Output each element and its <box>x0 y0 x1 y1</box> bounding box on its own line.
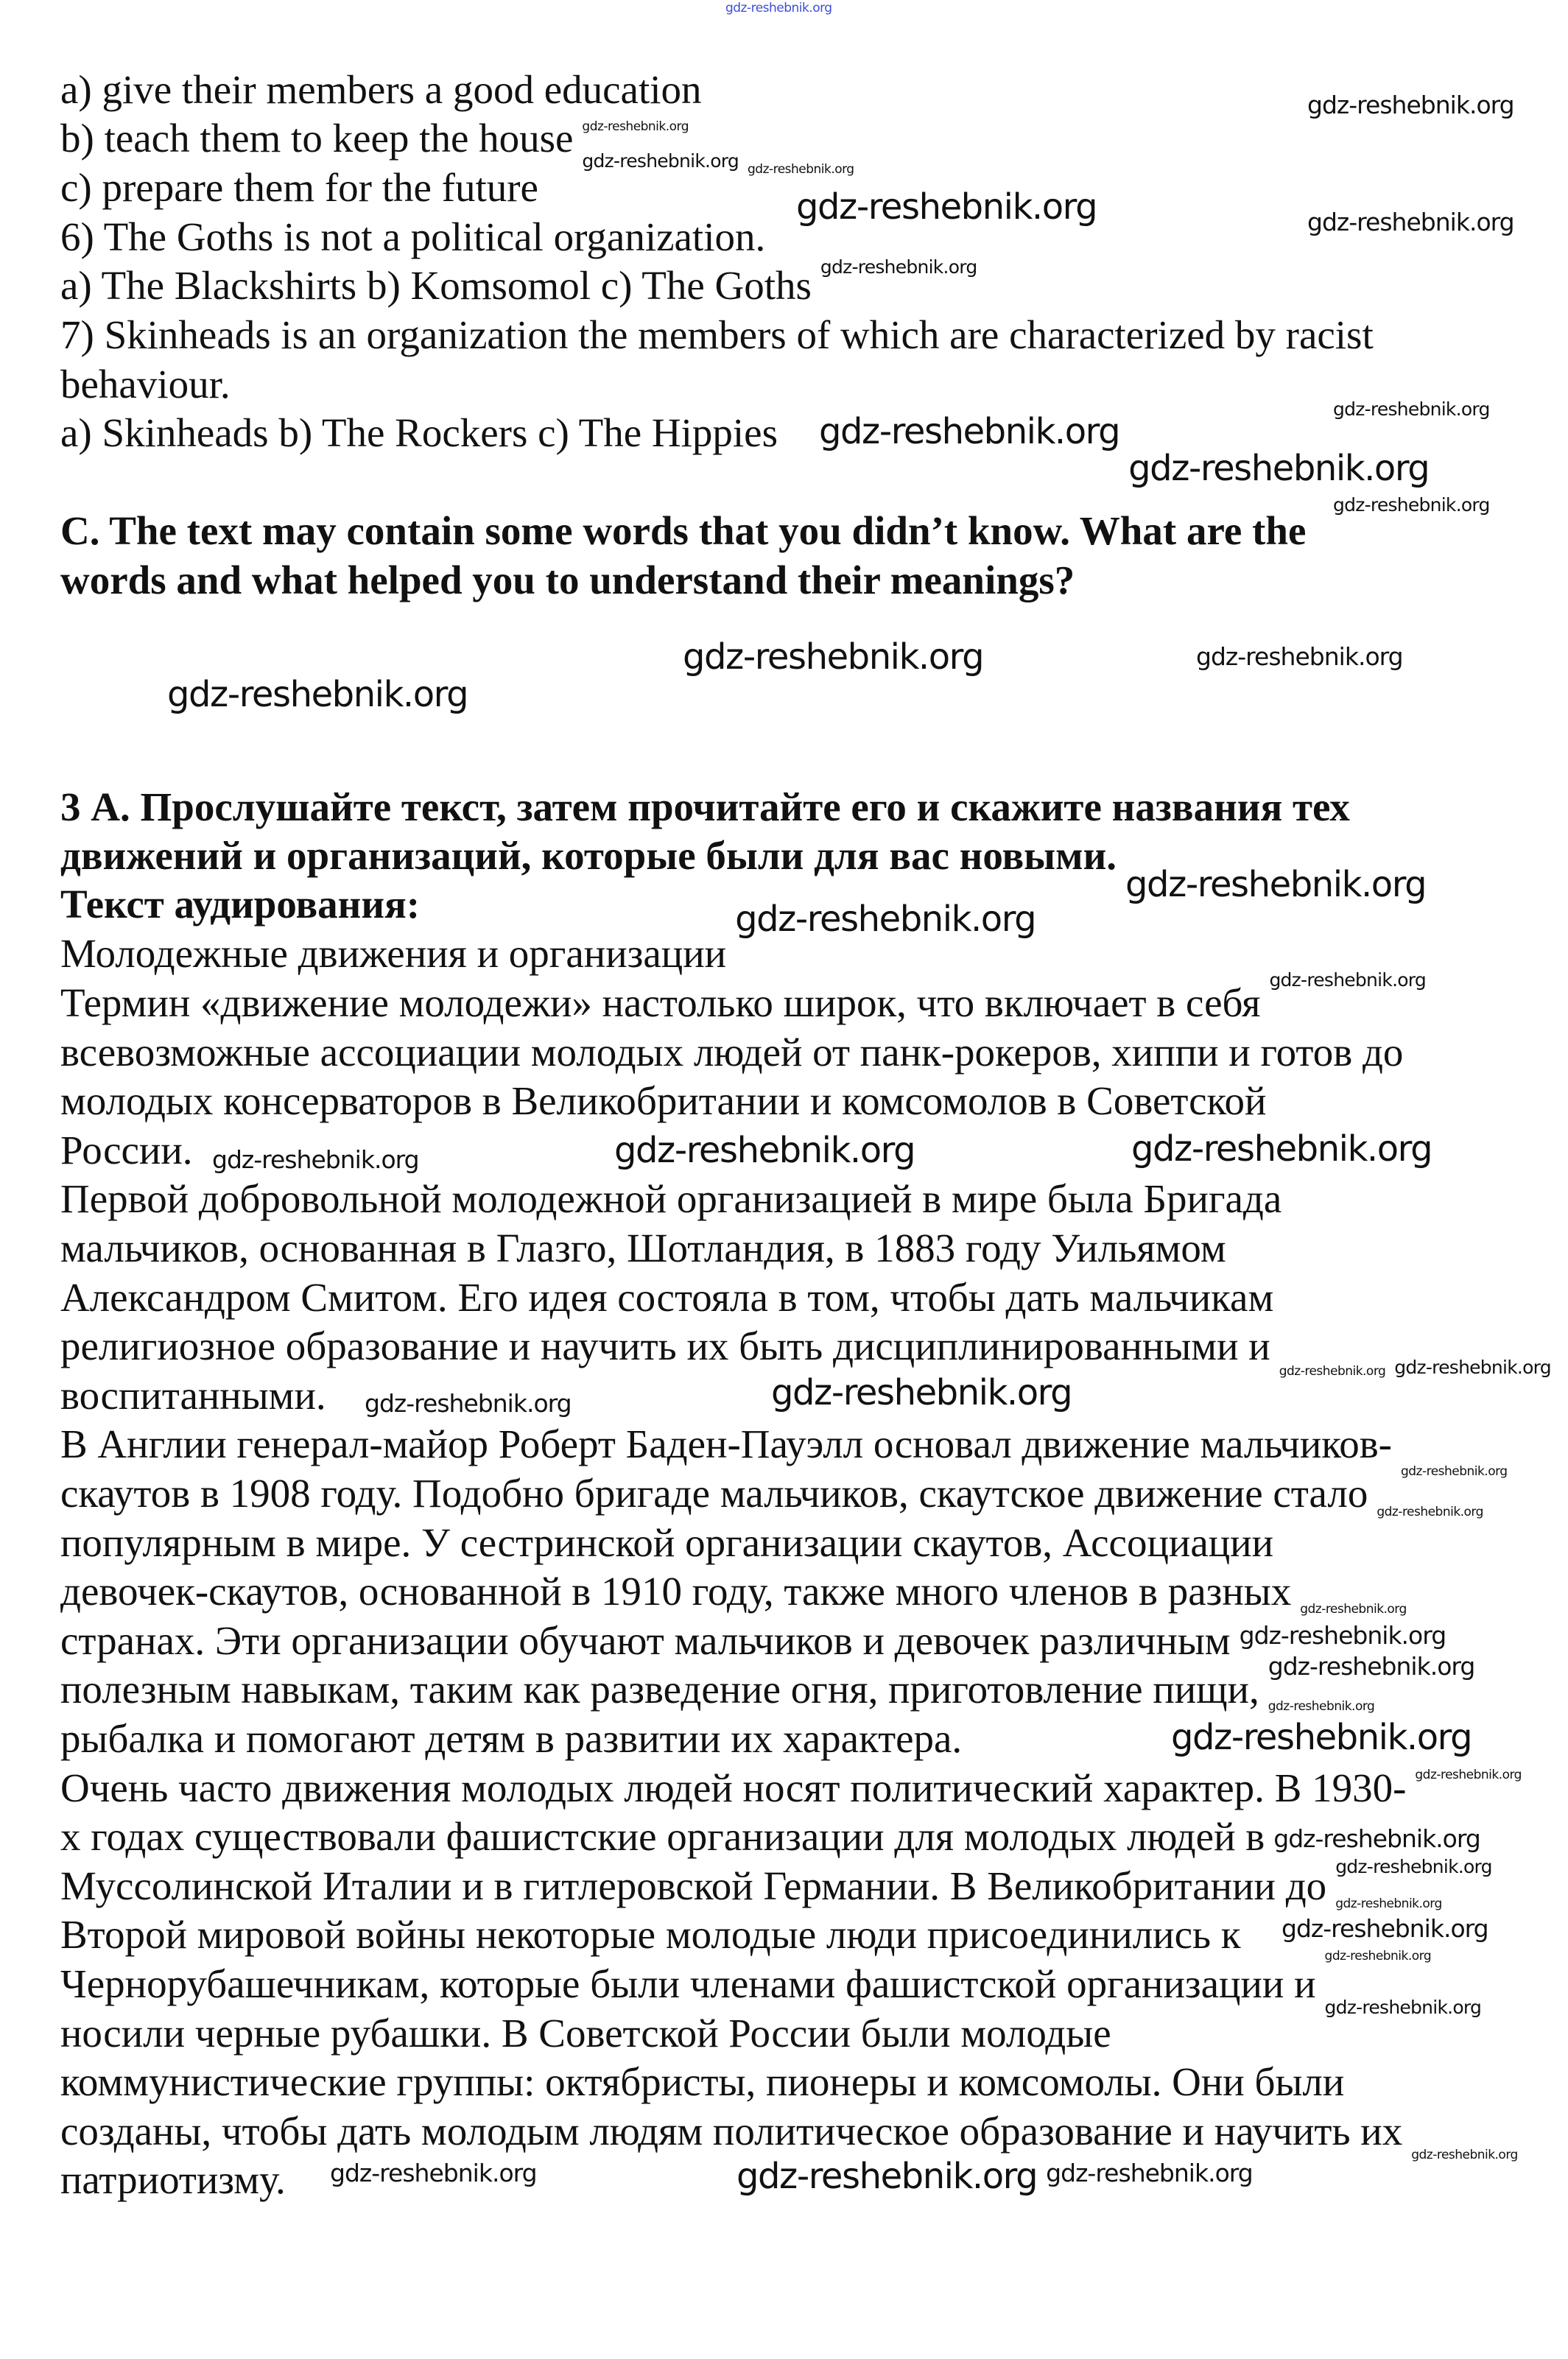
watermark: gdz-reshebnik.org <box>212 1145 419 1174</box>
watermark: gdz-reshebnik.org <box>1268 1652 1475 1681</box>
body-text-line: х годах существовали фашистские организации для молодых людей в <box>60 1814 1265 1860</box>
watermark: gdz-reshebnik.org <box>365 1389 572 1418</box>
watermark: gdz-reshebnik.org <box>1415 1768 1522 1782</box>
watermark: gdz-reshebnik.org <box>771 1372 1072 1413</box>
watermark: gdz-reshebnik.org <box>167 674 468 715</box>
watermark: gdz-reshebnik.org <box>1131 1128 1432 1170</box>
watermark: gdz-reshebnik.org <box>1300 1602 1407 1617</box>
watermark: gdz-reshebnik.org <box>1394 1357 1551 1378</box>
body-text-line: рыбалка и помогают детям в развитии их характера. <box>60 1716 963 1761</box>
answer-option-line: a) give their members a good education <box>60 67 702 112</box>
watermark: gdz-reshebnik.org <box>820 256 977 278</box>
answer-option-line: b) teach them to keep the house <box>60 116 574 161</box>
body-text-line: России. <box>60 1127 193 1173</box>
watermark: gdz-reshebnik.org <box>796 186 1097 228</box>
watermark: gdz-reshebnik.org <box>1282 1914 1488 1943</box>
body-text-line: странах. Эти организации обучают мальчиков и девочек различным <box>60 1617 1231 1663</box>
answer-option-line: c) prepare them for the future <box>60 165 538 210</box>
task-3a-heading: движений и организаций, которые были для вас новыми. <box>60 833 1117 878</box>
watermark: gdz-reshebnik.org <box>1171 1717 1472 1758</box>
watermark: gdz-reshebnik.org <box>1335 1856 1492 1877</box>
body-text-line: полезным навыкам, таким как разведение огня, приготовление пищи, <box>60 1667 1259 1712</box>
watermark: gdz-reshebnik.org <box>683 636 984 678</box>
watermark: gdz-reshebnik.org <box>1269 969 1427 991</box>
watermark: gdz-reshebnik.org <box>582 119 689 134</box>
answer-option-line: a) The Blackshirts b) Komsomol c) The Goths <box>60 263 812 308</box>
task-3a-heading: 3 А. Прослушайте текст, затем прочитайте его и скажите названия тех <box>60 784 1350 829</box>
listening-label: Текст аудирования: <box>60 882 421 927</box>
watermark: gdz-reshebnik.org <box>1196 642 1403 671</box>
watermark: gdz-reshebnik.org <box>582 150 739 172</box>
watermark: gdz-reshebnik.org <box>1279 1364 1386 1379</box>
body-text-line: мальчиков, основанная в Глазго, Шотландия, в 1883 году Уильямом <box>60 1226 1226 1270</box>
watermark: gdz-reshebnik.org <box>1324 1997 1482 2018</box>
watermark: gdz-reshebnik.org <box>1046 2159 1253 2187</box>
body-text-line: созданы, чтобы дать молодым людям политическое образование и научить их <box>60 2108 1403 2154</box>
watermark: gdz-reshebnik.org <box>736 2156 1038 2197</box>
body-text-line: коммунистические группы: октябристы, пионеры и комсомолы. Они были <box>60 2059 1345 2105</box>
question-line: 7) Skinheads is an organization the members of which are characterized by racist <box>60 312 1374 357</box>
question-line: 6) The Goths is not a political organization. <box>60 214 766 259</box>
body-text-line: Первой добровольной молодежной организацией в мире была Бригада <box>60 1176 1282 1222</box>
question-line: behaviour. <box>60 362 231 407</box>
watermark: gdz-reshebnik.org <box>1307 208 1514 236</box>
body-text-line: всевозможные ассоциации молодых людей от панк-рокеров, хиппи и готов до <box>60 1029 1404 1075</box>
watermark: gdz-reshebnik.org <box>1268 1699 1375 1714</box>
watermark: gdz-reshebnik.org <box>614 1130 915 1171</box>
answer-option-line: a) Skinheads b) The Rockers c) The Hippies <box>60 410 778 455</box>
text-title: Молодежные движения и организации <box>60 931 727 976</box>
watermark: gdz-reshebnik.org <box>1401 1464 1508 1479</box>
body-text-line: носили черные рубашки. В Советской России были молодые <box>60 2010 1111 2056</box>
watermark: gdz-reshebnik.org <box>725 1 832 15</box>
watermark: gdz-reshebnik.org <box>819 411 1120 452</box>
watermark: gdz-reshebnik.org <box>748 162 854 177</box>
body-text-line: Муссолинской Италии и в гитлеровской Германии. В Великобритании до <box>60 1863 1327 1908</box>
body-text-line: Чернорубашечникам, которые были членами фашистской организации и <box>60 1961 1316 2006</box>
watermark: gdz-reshebnik.org <box>1333 494 1490 516</box>
body-text-line: девочек-скаутов, основанной в 1910 году, также много членов в разных <box>60 1569 1292 1614</box>
watermark: gdz-reshebnik.org <box>1377 1505 1483 1519</box>
body-text-line: скаутов в 1908 году. Подобно бригаде мальчиков, скаутское движение стало <box>60 1471 1368 1516</box>
watermark: gdz-reshebnik.org <box>1128 448 1430 489</box>
body-text-line: популярным в мире. У сестринской организации скаутов, Ассоциации <box>60 1519 1274 1565</box>
watermark: gdz-reshebnik.org <box>330 2159 537 2187</box>
body-text-line: патриотизму. <box>60 2157 286 2203</box>
watermark: gdz-reshebnik.org <box>1335 1896 1442 1911</box>
watermark: gdz-reshebnik.org <box>735 899 1036 940</box>
watermark: gdz-reshebnik.org <box>1324 1949 1432 1964</box>
body-text-line: Александром Смитом. Его идея состояла в том, чтобы дать мальчикам <box>60 1274 1274 1320</box>
body-text-line: молодых консерваторов в Великобритании и комсомолов в Советской <box>60 1078 1267 1124</box>
watermark: gdz-reshebnik.org <box>1239 1621 1446 1650</box>
body-text-line: воспитанными. <box>60 1372 326 1418</box>
watermark: gdz-reshebnik.org <box>1307 91 1514 119</box>
task-c-heading: C. The text may contain some words that you didn’t know. What are the <box>60 508 1307 553</box>
body-text-line: Термин «движение молодежи» настолько широк, что включает в себя <box>60 980 1261 1025</box>
watermark: gdz-reshebnik.org <box>1125 864 1427 905</box>
body-text-line: Второй мировой войны некоторые молодые люди присоединились к <box>60 1912 1241 1958</box>
body-text-line: Очень часто движения молодых людей носят политический характер. В 1930- <box>60 1765 1407 1810</box>
watermark: gdz-reshebnik.org <box>1411 2148 1518 2162</box>
task-c-heading: words and what helped you to understand their meanings? <box>60 558 1075 602</box>
watermark: gdz-reshebnik.org <box>1333 398 1490 420</box>
body-text-line: религиозное образование и научить их быть дисциплинированными и <box>60 1323 1270 1369</box>
watermark: gdz-reshebnik.org <box>1273 1824 1480 1853</box>
body-text-line: В Англии генерал-майор Роберт Баден-Пауэлл основал движение мальчиков- <box>60 1421 1392 1467</box>
